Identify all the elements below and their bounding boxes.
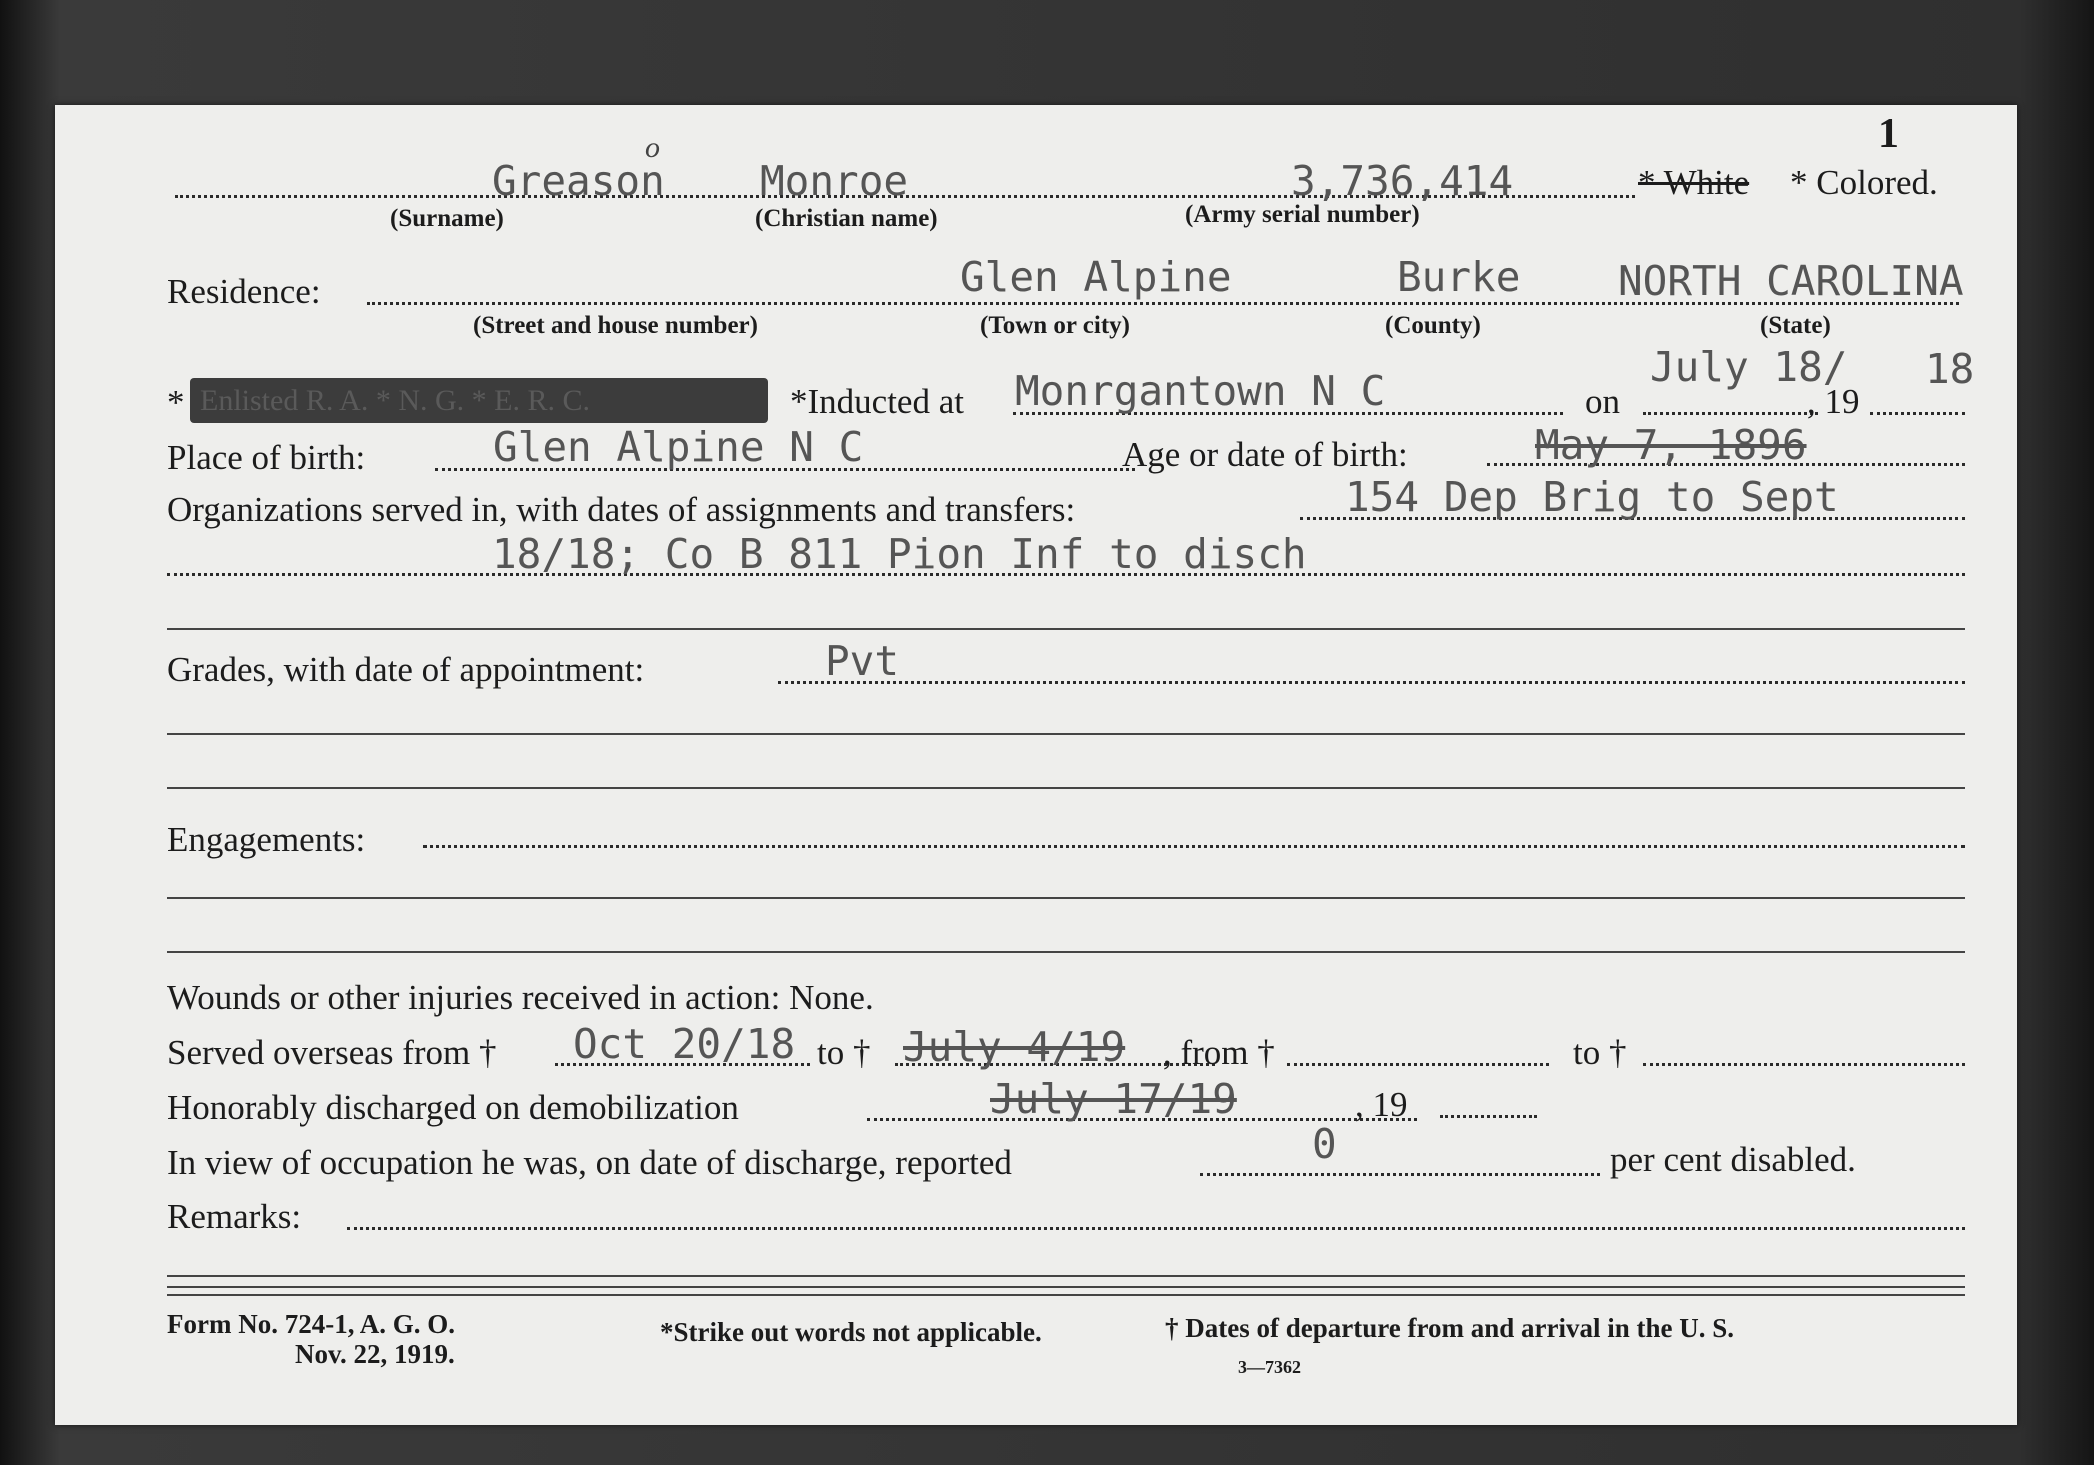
age-label: Age or date of birth: [1122, 435, 1408, 474]
discharged-year-line [1440, 1115, 1537, 1118]
overseas-from2-label: , from † [1163, 1033, 1275, 1072]
race-white-label: * White [1638, 163, 1750, 202]
grades-line-2 [167, 733, 1965, 735]
christian-name-value: Monroe [760, 157, 909, 205]
redacted-enlisted-text: Enlisted R. A. * N. G. * E. R. C. [200, 384, 591, 417]
town-caption: (Town or city) [980, 312, 1130, 339]
footer-rule-1 [167, 1286, 1965, 1288]
disability-line [1200, 1173, 1600, 1176]
birthplace-value: Glen Alpine N C [493, 423, 864, 471]
overseas-from-label: Served overseas from † [167, 1033, 497, 1072]
wounds-text: Wounds or other injuries received in action: None. [167, 978, 874, 1017]
serial-number-value: 3,736,414 [1291, 157, 1514, 205]
footer-rule-2 [167, 1294, 1965, 1296]
surname-value: Greason [492, 157, 665, 205]
surname-caption: (Surname) [390, 205, 504, 232]
organizations-value-2: 18/18; Co B 811 Pion Inf to disch [492, 530, 1307, 578]
grades-line-1 [778, 681, 1965, 684]
overseas-to2-line [1643, 1063, 1965, 1066]
disability-label: In view of occupation he was, on date of discharge, reported [167, 1143, 1012, 1182]
remarks-label: Remarks: [167, 1197, 302, 1236]
overseas-to-value: July 4/19 [903, 1023, 1126, 1071]
state-caption: (State) [1760, 312, 1831, 339]
redacted-enlisted-block [190, 378, 768, 423]
discharged-date-value: July 17/19 [990, 1075, 1237, 1123]
remarks-line-2 [167, 1275, 1965, 1277]
grades-line-3 [167, 787, 1965, 789]
footer-dates-note: † Dates of departure from and arrival in the U. S. [1165, 1313, 1734, 1343]
residence-label: Residence: [167, 272, 321, 311]
footer-form-number: Form No. 724-1, A. G. O. [167, 1309, 455, 1339]
overseas-from2-line [1287, 1063, 1549, 1066]
age-value: May 7, 1896 [1535, 421, 1807, 469]
enlisted-asterisk: * [167, 383, 185, 422]
inducted-place-value: Monrgantown N C [1015, 367, 1386, 415]
discharged-label: Honorably discharged on demobilization [167, 1088, 739, 1127]
overseas-to-label: to † [817, 1033, 871, 1072]
serial-caption: (Army serial number) [1185, 201, 1420, 228]
town-value: Glen Alpine [960, 253, 1232, 301]
organizations-value-1: 154 Dep Brig to Sept [1345, 473, 1839, 521]
footer-strike-note: *Strike out words not applicable. [660, 1317, 1042, 1347]
card-number: 1 [1878, 111, 1899, 157]
engagements-line-1 [423, 845, 1965, 848]
footer-form-date: Nov. 22, 1919. [295, 1339, 455, 1369]
overseas-from-value: Oct 20/18 [573, 1020, 796, 1068]
street-caption: (Street and house number) [473, 312, 758, 339]
inducted-date-value: July 18/ [1650, 343, 1848, 391]
grades-value: Pvt [825, 637, 900, 685]
service-record-card [55, 105, 2017, 1425]
organizations-label: Organizations served in, with dates of assignments and transfers: [167, 490, 1076, 529]
disability-value: 0 [1312, 1120, 1337, 1168]
county-caption: (County) [1385, 312, 1481, 339]
county-value: Burke [1397, 253, 1521, 301]
race-colored-label: * Colored. [1790, 163, 1938, 202]
engagements-label: Engagements: [167, 820, 366, 859]
grades-label: Grades, with date of appointment: [167, 650, 645, 689]
christian-caption: (Christian name) [755, 205, 938, 232]
on-label: on [1585, 382, 1620, 421]
engagements-line-3 [167, 951, 1965, 953]
surname-correction: o [645, 131, 660, 164]
year-line [1870, 412, 1965, 415]
inducted-label: *Inducted at [790, 382, 964, 421]
overseas-to2-label: to † [1573, 1033, 1627, 1072]
disability-suffix: per cent disabled. [1610, 1140, 1856, 1179]
discharged-year-prefix: , 19 [1355, 1085, 1408, 1124]
footer-code: 3—7362 [1238, 1357, 1301, 1377]
organizations-line-3 [167, 628, 1965, 630]
engagements-line-2 [167, 897, 1965, 899]
birthplace-label: Place of birth: [167, 438, 366, 477]
year-prefix: , 19 [1807, 382, 1860, 421]
year-value: 18 [1925, 345, 1975, 393]
remarks-line-1 [347, 1227, 1965, 1230]
inducted-date-line [1643, 412, 1818, 415]
state-value: NORTH CAROLINA [1618, 257, 1964, 305]
